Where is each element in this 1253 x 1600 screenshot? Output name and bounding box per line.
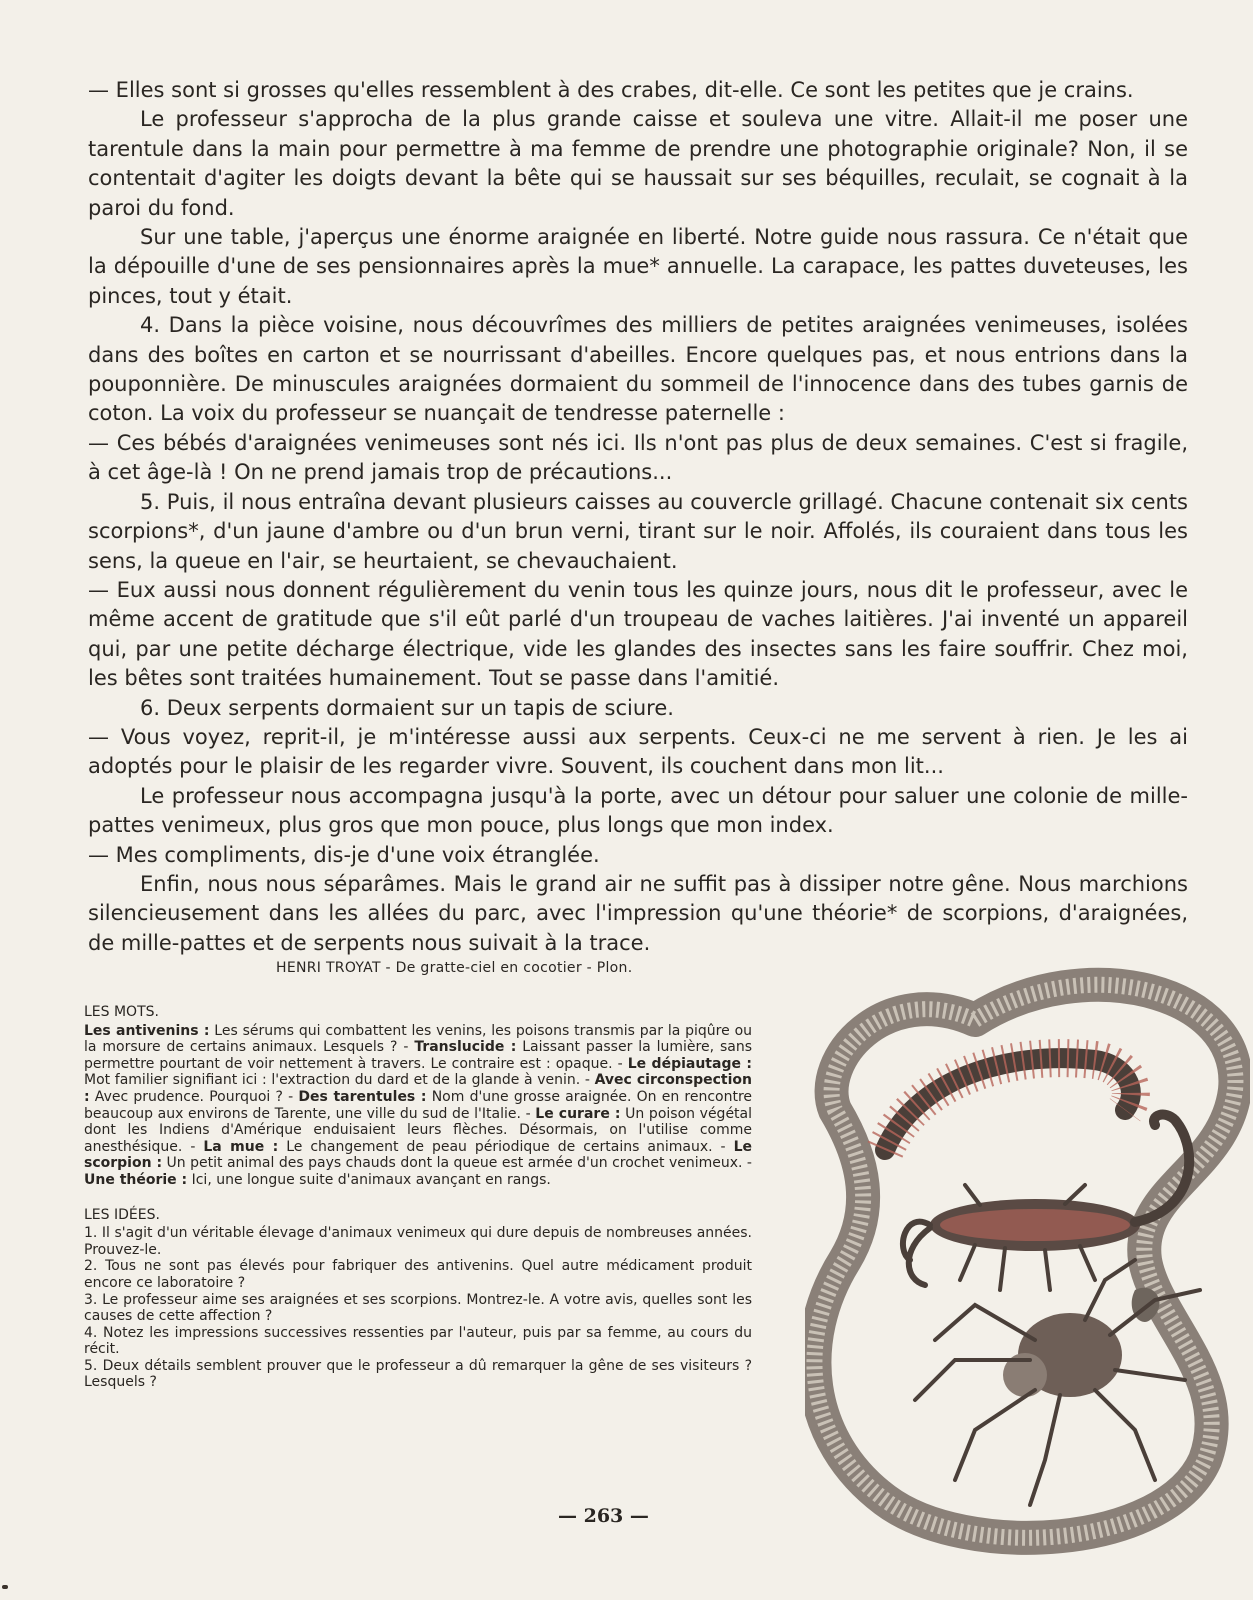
paragraph: — Vous voyez, reprit-il, je m'intéresse aussi aux serpents. Ceux-ci ne me servent à rien. Je les ai adoptés pour le plaisir de les regarder vivre. Souvent, ils couchent dans mon lit... [88, 724, 1188, 779]
paragraph: Le professeur nous accompagna jusqu'à la porte, avec un détour pour saluer une colonie de mille-pattes venimeux, plus gros que mon pouce, plus longs que mon index. [88, 783, 1188, 838]
glossary-section [84, 1004, 752, 1391]
story-text [88, 76, 1188, 958]
glossary-definition: Mot familier signifiant ici : l'extraction du dard et de la glande à venin. - [84, 1072, 595, 1089]
question-item: 4. Notez les impressions successives ressenties par l'auteur, puis par sa femme, au cours du récit. [84, 1324, 752, 1358]
glossary-term: Des tarentules : [298, 1088, 427, 1105]
glossary-term: Une théorie : [84, 1171, 188, 1188]
glossary-term: Le curare : [535, 1105, 621, 1122]
glossary-term: Avec circonspection : [84, 1072, 752, 1105]
question-item: 5. Deux détails semblent prouver que le professeur a dû remarquer la gêne de ses visiteurs ? Lesquels ? [84, 1357, 752, 1391]
glossary-term: Le dépiautage : [627, 1055, 752, 1072]
paragraph: 5. Puis, il nous entraîna devant plusieurs caisses au couvercle grillagé. Chacune contenait six cents scorpions*, d'un jaune d'ambre ou d'un brun verni, tirant sur le noir. Affolés, ils couraient dans tous les sens, la queue en l'air, se heurtaient, se chevauchaient. [88, 489, 1188, 573]
paragraph: — Mes compliments, dis-je d'une voix étranglée. [88, 842, 600, 867]
paragraph: Enfin, nous nous séparâmes. Mais le grand air ne suffit pas à dissiper notre gêne. Nous marchions silencieusement dans les allées du parc, avec l'impression qu'une théorie* de scorpions, d'araignées, de mille-pattes et de serpents nous suivait à la trace. [88, 871, 1188, 955]
glossary-definition: Le changement de peau périodique de certains animaux. - [278, 1138, 734, 1155]
paragraph: 6. Deux serpents dormaient sur un tapis de sciure. [140, 695, 674, 720]
glossary-term: La mue : [203, 1138, 279, 1155]
ideas-section [84, 1207, 752, 1392]
glossary-heading: LES MOTS. [84, 1004, 159, 1020]
question-item: 2. Tous ne sont pas élevés pour fabriquer des antivenins. Quel autre médicament produit encore ce laboratoire ? [84, 1258, 752, 1291]
glossary-definition: Ici, une longue suite d'animaux avançant en rangs. [187, 1171, 551, 1188]
glossary-definition: Les sérums qui combattent les venins, les poisons transmis par la piqûre ou la morsure de certains animaux. Lesquels ? - [84, 1022, 753, 1056]
scan-mark [2, 1585, 8, 1589]
glossary-definition: Un poison végétal dont les Indiens d'Amérique enduisaient leurs flèches. Désormais, on l'utilise comme anesthésique. - [84, 1105, 753, 1155]
paragraph: — Ces bébés d'araignées venimeuses sont nés ici. Ils n'ont pas plus de deux semaines. C'est si fragile, à cet âge-là ! On ne prend jamais trop de précautions... [88, 430, 1188, 485]
page-number: — 263 — [558, 1505, 649, 1527]
glossary-term: Les antivenins : [84, 1022, 210, 1039]
glossary-definition: Laissant passer la lumière, sans permettre pourtant de voir nettement à travers. Le contraire est : opaque. - [84, 1039, 752, 1072]
question-item: 3. Le professeur aime ses araignées et ses scorpions. Montrez-le. A votre avis, quelles sont les causes de cette affection ? [84, 1291, 752, 1325]
venomous-animals-illustration [805, 960, 1250, 1560]
source-attribution: HENRI TROYAT - De gratte-ciel en cocotier - Plon. [276, 960, 633, 976]
glossary-term: Le scorpion : [84, 1138, 753, 1172]
paragraph: Sur une table, j'aperçus une énorme araignée en liberté. Notre guide nous rassura. Ce n'était que la dépouille d'une de ses pensionnaires après la mue* annuelle. La carapace, les pattes duveteuses, les pinces, tout y était. [88, 225, 1188, 308]
question-item: 1. Il s'agit d'un véritable élevage d'animaux venimeux qui dure depuis de nombreuses années. Prouvez-le. [84, 1225, 752, 1258]
glossary-definition: Nom d'une grosse araignée. On en rencontre beaucoup aux environs de Tarente, une ville du sud de l'Italie. - [84, 1088, 753, 1122]
glossary-definition: Avec prudence. Pourquoi ? - [89, 1088, 299, 1105]
centipede-icon [885, 1058, 1131, 1150]
glossary-definition: Un petit animal des pays chauds dont la queue est armée d'un crochet venimeux. - [162, 1155, 752, 1172]
glossary-term: Translucide : [414, 1039, 517, 1056]
glossary-body [84, 1023, 752, 1189]
paragraph: Le professeur s'approcha de la plus grande caisse et souleva une vitre. Allait-il me poser une tarentule dans la main pour permettre à ma femme de prendre une photographie originale? Non, il se contentait d'agiter les doigts devant la bête qui se haussait sur ses béquilles, reculait, se cognait à la paroi du fond. [88, 107, 1188, 220]
ideas-heading: LES IDÉES. [84, 1206, 160, 1223]
paragraph: — Elles sont si grosses qu'elles ressemblent à des crabes, dit-elle. Ce sont les petites que je crains. [88, 78, 1134, 102]
paragraph: 4. Dans la pièce voisine, nous découvrîmes des milliers de petites araignées venimeuses, isolées dans des boîtes en carton et se nourrissant d'abeilles. Encore quelques pas, et nous entrions dans la pouponnière. De minuscules araignées dormaient du sommeil de l'innocence dans des tubes garnis de coton. La voix du professeur se nuançait de tendresse paternelle : [88, 313, 1188, 426]
paragraph: — Eux aussi nous donnent régulièrement du venin tous les quinze jours, nous dit le professeur, avec le même accent de gratitude que s'il eût parlé d'un troupeau de vaches laitières. J'ai inventé un appareil qui, par une petite décharge électrique, vide les glandes des insectes sans les faire souffrir. Chez moi, les bêtes sont traitées humainement. Tout se passe dans l'amitié. [88, 577, 1188, 691]
